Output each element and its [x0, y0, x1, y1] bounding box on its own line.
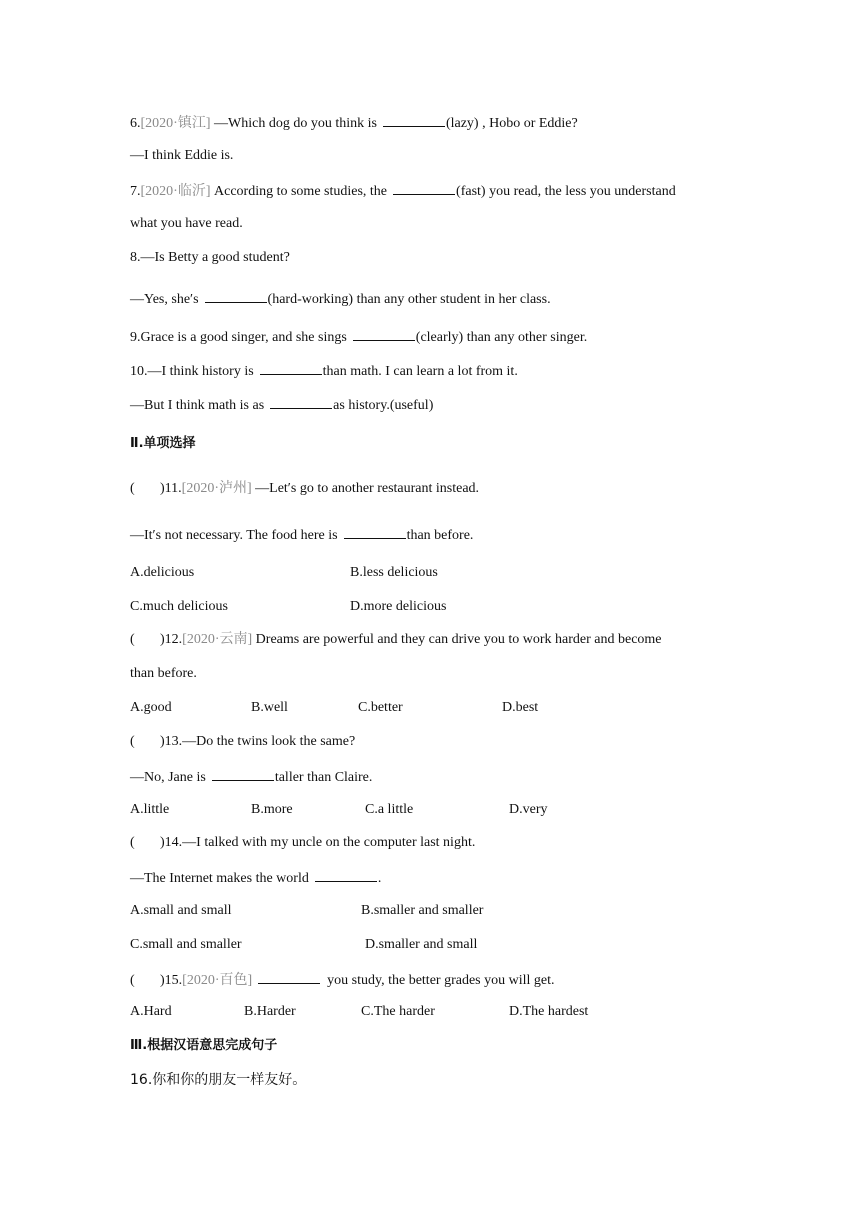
question-13-reply: —No, Jane is taller than Claire.: [130, 770, 373, 785]
question-16: 16.你和你的朋友一样友好。: [130, 1072, 307, 1088]
answer-blank[interactable]: [260, 362, 322, 375]
answer-blank[interactable]: [353, 328, 415, 341]
question-10: 10.—I think history is than math. I can learn a lot from it.: [130, 364, 518, 379]
option-c[interactable]: C.a little: [365, 802, 414, 817]
answer-blank[interactable]: [315, 869, 377, 882]
answer-paren[interactable]: (: [130, 835, 135, 850]
option-c[interactable]: C.small and smaller: [130, 937, 242, 952]
option-a[interactable]: A.little: [130, 802, 170, 817]
option-c[interactable]: C.much delicious: [130, 599, 228, 614]
option-a[interactable]: A.Hard: [130, 1004, 172, 1019]
source-tag: [2020·镇江]: [140, 116, 211, 131]
question-9: 9.Grace is a good singer, and she sings (clearly) than any other singer.: [130, 330, 588, 345]
section-heading: Ⅲ.根据汉语意思完成句子: [130, 1038, 278, 1053]
answer-blank[interactable]: [212, 768, 274, 781]
question-15: ( )15.[2020·百色] you study, the better grades you will get.: [130, 973, 555, 988]
option-a[interactable]: A.good: [130, 700, 172, 715]
option-a[interactable]: A.delicious: [130, 565, 195, 580]
question-13: ( )13.—Do the twins look the same?: [130, 734, 356, 749]
question-8-reply: —Yes, she′s (hard-working) than any other student in her class.: [130, 292, 551, 307]
option-b[interactable]: B.Harder: [244, 1004, 296, 1019]
answer-blank[interactable]: [393, 182, 455, 195]
question-11: ( )11.[2020·泸州] —Let′s go to another restaurant instead.: [130, 481, 480, 496]
answer-blank[interactable]: [258, 971, 320, 984]
option-d[interactable]: D.more delicious: [350, 599, 447, 614]
answer-paren[interactable]: (: [130, 632, 135, 647]
source-tag: [2020·临沂]: [140, 184, 211, 199]
question-12: ( )12.[2020·云南] Dreams are powerful and they can drive you to work harder and become: [130, 632, 662, 647]
option-a[interactable]: A.small and small: [130, 903, 232, 918]
option-b[interactable]: B.more: [251, 802, 293, 817]
question-8: 8.—Is Betty a good student?: [130, 250, 290, 265]
source-tag: [2020·百色]: [182, 973, 253, 988]
question-14-reply: —The Internet makes the world .: [130, 871, 382, 886]
source-tag: [2020·云南]: [182, 632, 253, 647]
question-7-cont: what you have read.: [130, 216, 243, 231]
question-10-reply: —But I think math is as as history.(useful): [130, 398, 434, 413]
option-b[interactable]: B.well: [251, 700, 288, 715]
option-b[interactable]: B.less delicious: [350, 565, 438, 580]
option-c[interactable]: C.The harder: [361, 1004, 435, 1019]
option-d[interactable]: D.best: [502, 700, 539, 715]
option-d[interactable]: D.smaller and small: [365, 937, 478, 952]
section-heading: Ⅱ.单项选择: [130, 436, 196, 451]
question-12-cont: than before.: [130, 666, 197, 681]
option-d[interactable]: D.very: [509, 802, 548, 817]
answer-blank[interactable]: [344, 526, 406, 539]
question-7: 7.[2020·临沂] According to some studies, the (fast) you read, the less you understand: [130, 184, 676, 199]
question-14: ( )14.—I talked with my uncle on the computer last night.: [130, 835, 476, 850]
answer-blank[interactable]: [205, 290, 267, 303]
question-6: 6.[2020·镇江] —Which dog do you think is (lazy) , Hobo or Eddie?: [130, 116, 578, 131]
answer-paren[interactable]: (: [130, 734, 135, 749]
answer-paren[interactable]: (: [130, 481, 135, 496]
source-tag: [2020·泸州]: [181, 481, 252, 496]
answer-blank[interactable]: [270, 396, 332, 409]
question-6-reply: —I think Eddie is.: [130, 148, 234, 163]
option-d[interactable]: D.The hardest: [509, 1004, 589, 1019]
question-11-reply: —It′s not necessary. The food here is than before.: [130, 528, 474, 543]
answer-blank[interactable]: [383, 114, 445, 127]
option-b[interactable]: B.smaller and smaller: [361, 903, 484, 918]
option-c[interactable]: C.better: [358, 700, 403, 715]
answer-paren[interactable]: (: [130, 973, 135, 988]
